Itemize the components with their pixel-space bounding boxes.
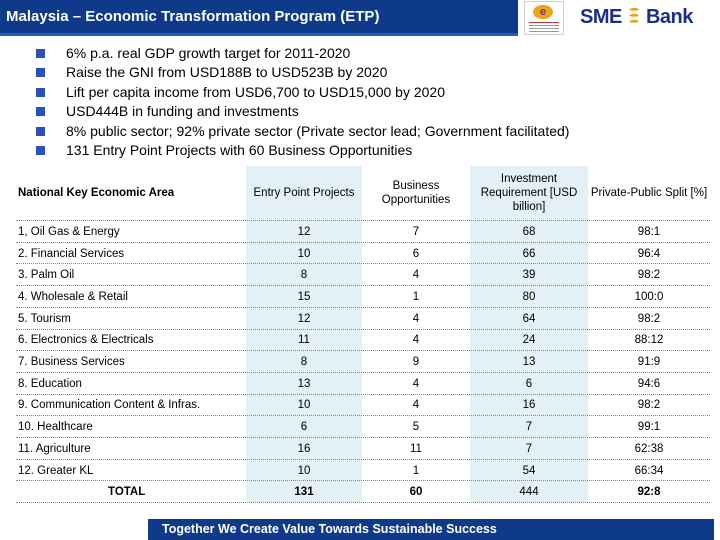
bullet-item: 131 Entry Point Projects with 60 Business Opportunities	[36, 141, 569, 160]
row-area: 11. Agriculture	[18, 442, 91, 455]
row-business-opportunities: 5	[412, 421, 420, 434]
bullet-square-icon	[36, 88, 45, 97]
bullet-item: 8% public sector; 92% private sector (Private sector lead; Government facilitated)	[36, 122, 569, 141]
etp-logo-mark: e	[533, 5, 553, 19]
header-entry-point-projects: Entry Point Projects	[253, 187, 355, 199]
row-investment-requirement: 68	[522, 225, 536, 238]
table-header-row	[16, 166, 710, 220]
bullet-square-icon	[36, 49, 45, 58]
row-private-public-split: 96:4	[637, 247, 661, 260]
row-area: 3. Palm Oil	[18, 269, 75, 282]
row-investment-requirement: 64	[522, 312, 536, 325]
row-business-opportunities: 7	[412, 225, 420, 238]
bullet-square-icon	[36, 107, 45, 116]
row-entry-point-projects: 8	[300, 269, 308, 282]
footer-banner: Together We Create Value Towards Sustainable Success	[148, 519, 714, 540]
bullet-item: Lift per capita income from USD6,700 to USD15,000 by 2020	[36, 83, 569, 102]
row-business-opportunities: 1	[412, 464, 420, 477]
row-area: 1, Oil Gas & Energy	[18, 225, 120, 238]
row-entry-point-projects: 10	[297, 464, 311, 477]
row-private-public-split: 88:12	[634, 334, 664, 347]
row-entry-point-projects: 12	[297, 312, 311, 325]
row-entry-point-projects: 6	[300, 421, 308, 434]
row-area: 6. Electronics & Electricals	[18, 334, 154, 347]
row-business-opportunities: 9	[412, 356, 420, 369]
row-entry-point-projects: 13	[297, 377, 311, 390]
row-entry-point-projects: 15	[297, 290, 311, 303]
wave-icon	[627, 6, 641, 26]
row-private-public-split: 62:38	[634, 442, 664, 455]
row-private-public-split: 100:0	[634, 290, 664, 303]
row-investment-requirement: 7	[525, 421, 533, 434]
row-business-opportunities: 1	[412, 290, 420, 303]
row-entry-point-projects: 16	[297, 442, 311, 455]
row-area: 2. Financial Services	[18, 247, 125, 260]
row-entry-point-projects: 8	[300, 356, 308, 369]
row-private-public-split: 98:2	[637, 269, 661, 282]
row-business-opportunities: 60	[409, 486, 423, 499]
row-entry-point-projects: 131	[294, 486, 314, 499]
row-area: 12. Greater KL	[18, 464, 94, 477]
row-investment-requirement: 6	[525, 377, 533, 390]
header-private-public-split: Private-Public Split [%]	[590, 187, 708, 199]
row-investment-requirement: 39	[522, 269, 536, 282]
row-investment-requirement: 80	[522, 290, 536, 303]
row-investment-requirement: 13	[522, 356, 536, 369]
row-investment-requirement: 54	[522, 464, 536, 477]
row-investment-requirement: 7	[525, 442, 533, 455]
bullet-item: Raise the GNI from USD188B to USD523B by 2020	[36, 63, 569, 82]
table-row	[16, 307, 710, 330]
table-row	[16, 285, 710, 308]
row-business-opportunities: 11	[410, 442, 422, 455]
etp-logo-lines	[529, 22, 559, 23]
bullet-square-icon	[36, 68, 45, 77]
row-private-public-split: 94:6	[637, 377, 661, 390]
table-row	[16, 220, 710, 243]
etp-logo	[524, 1, 564, 35]
row-entry-point-projects: 10	[297, 247, 311, 260]
table-bottom-rule	[16, 502, 710, 503]
bullet-square-icon	[36, 146, 45, 155]
row-area: 4. Wholesale & Retail	[18, 290, 128, 303]
row-business-opportunities: 4	[412, 377, 420, 390]
bullet-item: USD444B in funding and investments	[36, 102, 569, 121]
table-row	[16, 415, 710, 438]
row-business-opportunities: 4	[412, 334, 420, 347]
row-area: 7. Business Services	[18, 356, 125, 369]
row-area: 10. Healthcare	[18, 421, 93, 434]
bank-logo-word: Bank	[645, 6, 693, 28]
sme-bank-logo	[568, 2, 718, 34]
table-row	[16, 263, 710, 286]
table-total-row	[16, 480, 710, 503]
row-area: 5. Tourism	[18, 312, 71, 325]
row-private-public-split: 91:9	[637, 356, 661, 369]
header-investment-requirement: Investment Requirement [USD billion]	[480, 173, 578, 213]
table-row	[16, 437, 710, 460]
row-private-public-split: 98:2	[637, 312, 661, 325]
row-private-public-split: 98:1	[637, 225, 661, 238]
row-business-opportunities: 6	[412, 247, 420, 260]
row-business-opportunities: 4	[412, 399, 420, 412]
table-row	[16, 372, 710, 395]
row-area: 9. Communication Content & Infras.	[18, 399, 201, 412]
row-private-public-split: 66:34	[634, 464, 664, 477]
row-area: 8. Education	[18, 377, 82, 390]
header-business-opportunities: Business Opportunities	[381, 180, 451, 206]
row-investment-requirement: 24	[522, 334, 536, 347]
table-row	[16, 242, 710, 265]
row-business-opportunities: 4	[412, 312, 420, 325]
row-entry-point-projects: 11	[298, 334, 310, 347]
row-investment-requirement: 16	[522, 399, 536, 412]
header-area: National Key Economic Area	[18, 187, 175, 199]
table-row	[16, 394, 710, 417]
row-entry-point-projects: 10	[297, 399, 311, 412]
bullet-square-icon	[36, 127, 45, 136]
bullet-list	[36, 44, 569, 160]
sme-bank-logo-text	[580, 6, 693, 29]
row-private-public-split: 98:2	[637, 399, 661, 412]
row-private-public-split: 92:8	[637, 486, 661, 499]
table-row	[16, 459, 710, 482]
row-area: TOTAL	[108, 486, 146, 499]
row-business-opportunities: 4	[412, 269, 420, 282]
row-investment-requirement: 66	[522, 247, 536, 260]
row-entry-point-projects: 12	[297, 225, 311, 238]
table-row	[16, 329, 710, 352]
bullet-item: 6% p.a. real GDP growth target for 2011-2020	[36, 44, 569, 63]
slide-title: Malaysia – Economic Transformation Program (ETP)	[0, 0, 518, 36]
sme-logo-word: SME	[580, 6, 622, 28]
table-row	[16, 350, 710, 373]
row-investment-requirement: 444	[519, 486, 539, 499]
row-private-public-split: 99:1	[637, 421, 661, 434]
